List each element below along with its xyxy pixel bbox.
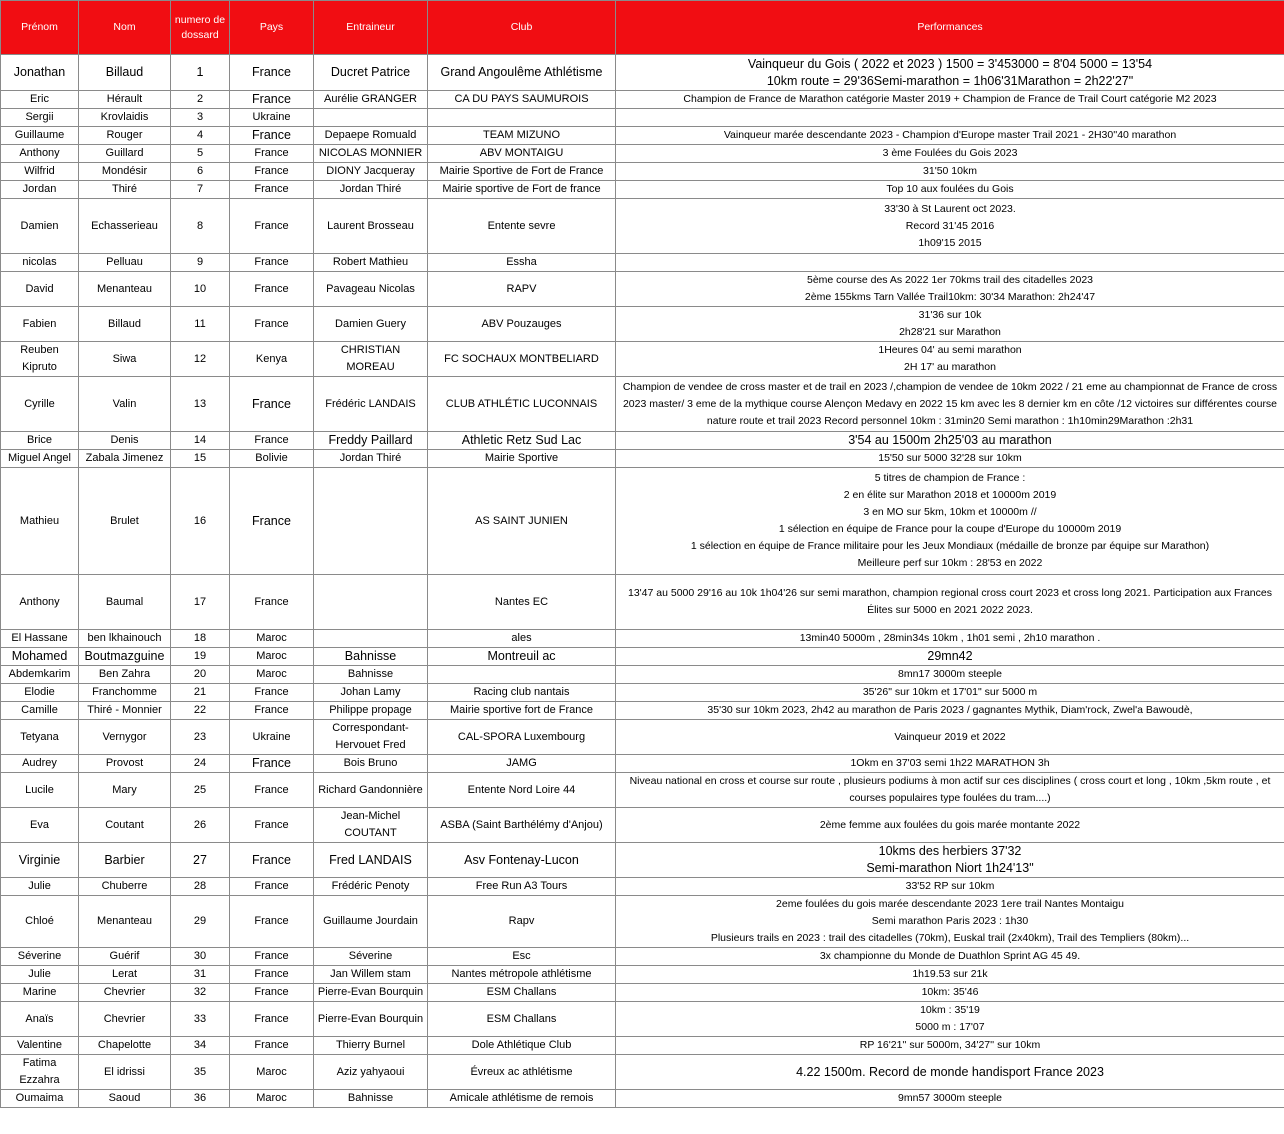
cell-performances: Vainqueur du Gois ( 2022 et 2023 ) 1500 = 3'453000 = 8'04 5000 = 13'54 10km route = 29'36Semi-marathon = 1h06'31Marathon = 2h22'27" [616,55,1284,91]
cell-dossard: 11 [171,307,230,342]
cell-nom: Echasserieau [79,199,171,254]
cell-club: JAMG [428,755,616,773]
table-row [1,843,1284,878]
cell-club: Asv Fontenay-Lucon [428,843,616,878]
cell-dossard: 30 [171,948,230,966]
cell-entraineur: DIONY Jacqueray [314,163,428,181]
header-entraineur: Entraineur [314,1,428,55]
cell-club: ESM Challans [428,1002,616,1037]
cell-prenom: Jordan [1,181,79,199]
cell-club: Mairie Sportive de Fort de France [428,163,616,181]
cell-nom: Thiré - Monnier [79,702,171,720]
table-row [1,163,1284,181]
cell-club: Mairie sportive fort de France [428,702,616,720]
cell-dossard: 13 [171,377,230,432]
cell-pays: France [230,773,314,808]
cell-prenom: Fabien [1,307,79,342]
cell-performances: 13min40 5000m , 28min34s 10km , 1h01 semi , 2h10 marathon . [616,630,1284,648]
cell-prenom: Virginie [1,843,79,878]
cell-pays: France [230,1037,314,1055]
table-row [1,666,1284,684]
cell-dossard: 34 [171,1037,230,1055]
cell-entraineur: NICOLAS MONNIER [314,145,428,163]
cell-performances [616,109,1284,127]
table-row [1,808,1284,843]
cell-prenom: Anthony [1,145,79,163]
cell-pays: France [230,307,314,342]
table-row [1,896,1284,948]
header-performances: Performances [616,1,1284,55]
cell-nom: Menanteau [79,272,171,307]
cell-pays: France [230,181,314,199]
table-row [1,91,1284,109]
cell-performances: 3 ème Foulées du Gois 2023 [616,145,1284,163]
cell-nom: Saoud [79,1090,171,1108]
cell-performances: 35'26" sur 10km et 17'01" sur 5000 m [616,684,1284,702]
cell-club: Nantes EC [428,575,616,630]
cell-nom: ben lkhainouch [79,630,171,648]
cell-prenom: Cyrille [1,377,79,432]
cell-prenom: Sergii [1,109,79,127]
cell-performances: 9mn57 3000m steeple [616,1090,1284,1108]
cell-prenom: Julie [1,878,79,896]
cell-entraineur: Aziz yahyaoui [314,1055,428,1090]
table-row [1,755,1284,773]
cell-dossard: 17 [171,575,230,630]
cell-dossard: 12 [171,342,230,377]
table-row [1,702,1284,720]
cell-pays: France [230,575,314,630]
cell-pays: Maroc [230,666,314,684]
cell-performances: 1h19.53 sur 21k [616,966,1284,984]
cell-club: ales [428,630,616,648]
cell-pays: France [230,55,314,91]
cell-prenom: Fatima Ezzahra [1,1055,79,1090]
cell-dossard: 23 [171,720,230,755]
cell-nom: Denis [79,432,171,450]
cell-performances: 10kms des herbiers 37'32 Semi-marathon Niort 1h24'13" [616,843,1284,878]
table-row [1,773,1284,808]
table-row [1,468,1284,575]
header-pays: Pays [230,1,314,55]
cell-pays: France [230,948,314,966]
cell-performances: 5 titres de champion de France : 2 en élite sur Marathon 2018 et 10000m 2019 3 en MO sur 5km, 10km et 10000m // 1 sélection en équipe de France pour la coupe d'Europe du 10000m 2019 1 sélection en équipe de France militaire pour les Jeux Mondiaux (médaille de bronze par équipe sur Marathon) Meilleure perf sur 10km : 28'53 en 2022 [616,468,1284,575]
cell-entraineur: CHRISTIAN MOREAU [314,342,428,377]
cell-prenom: Abdemkarim [1,666,79,684]
cell-prenom: El Hassane [1,630,79,648]
cell-prenom: Chloé [1,896,79,948]
cell-performances: 1Okm en 37'03 semi 1h22 MARATHON 3h [616,755,1284,773]
cell-pays: Maroc [230,648,314,666]
cell-dossard: 2 [171,91,230,109]
cell-prenom: Brice [1,432,79,450]
table-row [1,55,1284,91]
cell-dossard: 27 [171,843,230,878]
cell-club: Racing club nantais [428,684,616,702]
cell-nom: Ben Zahra [79,666,171,684]
cell-entraineur: Frédéric Penoty [314,878,428,896]
cell-dossard: 19 [171,648,230,666]
cell-entraineur: Pierre-Evan Bourquin [314,984,428,1002]
cell-pays: France [230,984,314,1002]
cell-dossard: 4 [171,127,230,145]
cell-prenom: Audrey [1,755,79,773]
cell-entraineur: Philippe propage [314,702,428,720]
cell-performances: 33'30 à St Laurent oct 2023. Record 31'45 2016 1h09'15 2015 [616,199,1284,254]
cell-pays: France [230,755,314,773]
cell-entraineur: Aurélie GRANGER [314,91,428,109]
cell-performances: Vainqueur marée descendante 2023 - Champion d'Europe master Trail 2021 - 2H30''40 marathon [616,127,1284,145]
cell-entraineur: Jan Willem stam [314,966,428,984]
cell-prenom: Guillaume [1,127,79,145]
cell-performances: Champion de France de Marathon catégorie Master 2019 + Champion de France de Trail Court catégorie M2 2023 [616,91,1284,109]
cell-entraineur: Fred LANDAIS [314,843,428,878]
cell-entraineur: Guillaume Jourdain [314,896,428,948]
cell-performances: Vainqueur 2019 et 2022 [616,720,1284,755]
cell-entraineur [314,468,428,575]
cell-dossard: 9 [171,254,230,272]
table-row [1,450,1284,468]
cell-nom: Krovlaidis [79,109,171,127]
cell-entraineur: Laurent Brosseau [314,199,428,254]
cell-club [428,666,616,684]
cell-club: ESM Challans [428,984,616,1002]
cell-dossard: 16 [171,468,230,575]
cell-dossard: 3 [171,109,230,127]
cell-entraineur [314,109,428,127]
cell-performances: 29mn42 [616,648,1284,666]
cell-entraineur: Séverine [314,948,428,966]
cell-dossard: 18 [171,630,230,648]
cell-prenom: Eva [1,808,79,843]
cell-entraineur: Frédéric LANDAIS [314,377,428,432]
cell-prenom: Wilfrid [1,163,79,181]
cell-pays: France [230,702,314,720]
cell-nom: Billaud [79,307,171,342]
cell-prenom: Lucile [1,773,79,808]
cell-prenom: Julie [1,966,79,984]
cell-dossard: 32 [171,984,230,1002]
table-row [1,432,1284,450]
cell-nom: Mondésir [79,163,171,181]
cell-dossard: 5 [171,145,230,163]
table-row [1,109,1284,127]
cell-entraineur: Freddy Paillard [314,432,428,450]
table-row [1,254,1284,272]
table-row [1,1037,1284,1055]
cell-entraineur: Bois Bruno [314,755,428,773]
cell-dossard: 1 [171,55,230,91]
cell-pays: France [230,843,314,878]
cell-entraineur: Depaepe Romuald [314,127,428,145]
cell-nom: Franchomme [79,684,171,702]
cell-performances: 8mn17 3000m steeple [616,666,1284,684]
cell-entraineur: Bahnisse [314,1090,428,1108]
cell-dossard: 22 [171,702,230,720]
cell-club: Entente sevre [428,199,616,254]
cell-performances: 2eme foulées du gois marée descendante 2023 1ere trail Nantes Montaigu Semi marathon Paris 2023 : 1h30 Plusieurs trails en 2023 : trail des citadelles (70km), Euskal trail (2x40km), Trail des Templiers (80km)... [616,896,1284,948]
cell-performances: 10km: 35'46 [616,984,1284,1002]
cell-nom: Brulet [79,468,171,575]
cell-performances: 13'47 au 5000 29'16 au 10k 1h04'26 sur semi marathon, champion regional cross court 2023 et cross long 2021. Participation aux Frances Élites sur 5000 en 2021 2022 2023. [616,575,1284,630]
cell-nom: Zabala Jimenez [79,450,171,468]
cell-prenom: Mathieu [1,468,79,575]
cell-club: RAPV [428,272,616,307]
cell-prenom: Camille [1,702,79,720]
cell-prenom: Séverine [1,948,79,966]
cell-dossard: 10 [171,272,230,307]
cell-club: Athletic Retz Sud Lac [428,432,616,450]
cell-pays: Maroc [230,1055,314,1090]
table-row [1,720,1284,755]
cell-prenom: Eric [1,91,79,109]
cell-entraineur: Correspondant- Hervouet Fred [314,720,428,755]
cell-prenom: Reuben Kipruto [1,342,79,377]
cell-club: AS SAINT JUNIEN [428,468,616,575]
cell-performances: 3'54 au 1500m 2h25'03 au marathon [616,432,1284,450]
cell-performances: Champion de vendee de cross master et de trail en 2023 /,champion de vendee de 10km 2022 / 21 eme au championnat de France de cross 2023 master/ 3 eme de la mythique course Alençon Medavy en 2022 15 km avec les 8 dernier km en côte /12 victoires sur différentes course nature route et trail 2023 Record personnel 10km : 31min20 Semi marathon : 1h10min29Marathon :2h31 [616,377,1284,432]
cell-club: TEAM MIZUNO [428,127,616,145]
cell-pays: France [230,377,314,432]
cell-club: ABV MONTAIGU [428,145,616,163]
cell-club: Mairie sportive de Fort de france [428,181,616,199]
cell-entraineur: Jean-Michel COUTANT [314,808,428,843]
cell-prenom: Damien [1,199,79,254]
cell-club: Rapv [428,896,616,948]
header-nom: Nom [79,1,171,55]
table-row [1,181,1284,199]
cell-club: Mairie Sportive [428,450,616,468]
cell-pays: France [230,468,314,575]
cell-performances: 35'30 sur 10km 2023, 2h42 au marathon de Paris 2023 / gagnantes Mythik, Diam'rock, Zwel'a Bawoudè, [616,702,1284,720]
header-dossard: numero de dossard [171,1,230,55]
cell-nom: Chapelotte [79,1037,171,1055]
cell-prenom: Jonathan [1,55,79,91]
header-club: Club [428,1,616,55]
cell-prenom: David [1,272,79,307]
cell-nom: Mary [79,773,171,808]
cell-entraineur: Jordan Thiré [314,181,428,199]
cell-club: FC SOCHAUX MONTBELIARD [428,342,616,377]
cell-performances: 5ème course des As 2022 1er 70kms trail des citadelles 2023 2ème 155kms Tarn Vallée Trail10km: 30'34 Marathon: 2h24'47 [616,272,1284,307]
cell-performances [616,254,1284,272]
cell-nom: Hérault [79,91,171,109]
table-row [1,342,1284,377]
cell-performances: 15'50 sur 5000 32'28 sur 10km [616,450,1284,468]
cell-dossard: 24 [171,755,230,773]
cell-dossard: 14 [171,432,230,450]
cell-club: Évreux ac athlétisme [428,1055,616,1090]
cell-entraineur: Jordan Thiré [314,450,428,468]
cell-nom: Siwa [79,342,171,377]
cell-pays: Bolivie [230,450,314,468]
cell-club: CAL-SPORA Luxembourg [428,720,616,755]
cell-club: CA DU PAYS SAUMUROIS [428,91,616,109]
cell-entraineur [314,630,428,648]
cell-dossard: 25 [171,773,230,808]
cell-dossard: 33 [171,1002,230,1037]
cell-nom: Coutant [79,808,171,843]
cell-entraineur: Bahnisse [314,648,428,666]
table-row [1,948,1284,966]
cell-club: Esc [428,948,616,966]
table-row [1,966,1284,984]
cell-entraineur: Richard Gandonnière [314,773,428,808]
cell-prenom: Mohamed [1,648,79,666]
cell-dossard: 35 [171,1055,230,1090]
cell-performances: 31'36 sur 10k 2h28'21 sur Marathon [616,307,1284,342]
cell-nom: Pelluau [79,254,171,272]
cell-nom: Vernygor [79,720,171,755]
cell-entraineur [314,575,428,630]
cell-performances: 31'50 10km [616,163,1284,181]
cell-performances: 10km : 35'19 5000 m : 17'07 [616,1002,1284,1037]
cell-pays: France [230,163,314,181]
cell-prenom: Oumaima [1,1090,79,1108]
cell-club: Free Run A3 Tours [428,878,616,896]
cell-entraineur: Damien Guery [314,307,428,342]
cell-pays: France [230,966,314,984]
cell-club: Entente Nord Loire 44 [428,773,616,808]
cell-pays: France [230,432,314,450]
cell-nom: Barbier [79,843,171,878]
cell-dossard: 6 [171,163,230,181]
cell-club [428,109,616,127]
cell-entraineur: Ducret Patrice [314,55,428,91]
cell-nom: Lerat [79,966,171,984]
cell-dossard: 15 [171,450,230,468]
cell-performances: RP 16'21'' sur 5000m, 34'27'' sur 10km [616,1037,1284,1055]
cell-pays: Kenya [230,342,314,377]
cell-nom: Chevrier [79,1002,171,1037]
cell-pays: France [230,878,314,896]
cell-nom: Provost [79,755,171,773]
cell-nom: Thiré [79,181,171,199]
cell-club: Essha [428,254,616,272]
table-row [1,272,1284,307]
table-row [1,648,1284,666]
cell-dossard: 7 [171,181,230,199]
cell-prenom: Elodie [1,684,79,702]
cell-dossard: 28 [171,878,230,896]
cell-prenom: Tetyana [1,720,79,755]
table-row [1,984,1284,1002]
cell-club: ABV Pouzauges [428,307,616,342]
cell-nom: Boutmazguine [79,648,171,666]
cell-nom: Baumal [79,575,171,630]
cell-nom: Chevrier [79,984,171,1002]
cell-entraineur: Bahnisse [314,666,428,684]
cell-prenom: Anaïs [1,1002,79,1037]
cell-performances: Niveau national en cross et course sur route , plusieurs podiums à mon actif sur ces disciplines ( cross court et long , 10km ,5km route , et courses populaires type foulées du tram....) [616,773,1284,808]
cell-nom: Guillard [79,145,171,163]
cell-nom: Billaud [79,55,171,91]
cell-entraineur: Robert Mathieu [314,254,428,272]
cell-performances: 1Heures 04' au semi marathon 2H 17' au marathon [616,342,1284,377]
cell-performances: Top 10 aux foulées du Gois [616,181,1284,199]
header-prenom: Prénom [1,1,79,55]
cell-dossard: 29 [171,896,230,948]
cell-pays: France [230,684,314,702]
cell-pays: Ukraine [230,109,314,127]
cell-pays: France [230,1002,314,1037]
cell-prenom: Anthony [1,575,79,630]
table-row [1,1090,1284,1108]
table-row [1,1055,1284,1090]
cell-pays: Maroc [230,1090,314,1108]
cell-performances: 33'52 RP sur 10km [616,878,1284,896]
cell-pays: France [230,127,314,145]
cell-nom: Menanteau [79,896,171,948]
cell-dossard: 31 [171,966,230,984]
table-row [1,684,1284,702]
table-row [1,630,1284,648]
cell-entraineur: Thierry Burnel [314,1037,428,1055]
cell-prenom: Miguel Angel [1,450,79,468]
cell-nom: El idrissi [79,1055,171,1090]
cell-club: CLUB ATHLÉTIC LUCONNAIS [428,377,616,432]
table-row [1,307,1284,342]
cell-club: Nantes métropole athlétisme [428,966,616,984]
table-row [1,377,1284,432]
cell-pays: France [230,808,314,843]
cell-dossard: 26 [171,808,230,843]
cell-entraineur: Pierre-Evan Bourquin [314,1002,428,1037]
cell-pays: Maroc [230,630,314,648]
table-row [1,127,1284,145]
header-row [1,1,1284,55]
cell-nom: Valin [79,377,171,432]
cell-prenom: nicolas [1,254,79,272]
cell-nom: Rouger [79,127,171,145]
cell-pays: France [230,199,314,254]
cell-club: ASBA (Saint Barthélémy d'Anjou) [428,808,616,843]
cell-pays: France [230,896,314,948]
cell-dossard: 20 [171,666,230,684]
table-row [1,1002,1284,1037]
cell-pays: France [230,91,314,109]
table-row [1,145,1284,163]
table-row [1,878,1284,896]
cell-pays: France [230,145,314,163]
cell-performances: 2ème femme aux foulées du gois marée montante 2022 [616,808,1284,843]
cell-dossard: 21 [171,684,230,702]
cell-pays: France [230,272,314,307]
cell-entraineur: Pavageau Nicolas [314,272,428,307]
cell-entraineur: Johan Lamy [314,684,428,702]
cell-club: Dole Athlétique Club [428,1037,616,1055]
cell-club: Grand Angoulême Athlétisme [428,55,616,91]
cell-performances: 4.22 1500m. Record de monde handisport France 2023 [616,1055,1284,1090]
cell-prenom: Valentine [1,1037,79,1055]
cell-pays: Ukraine [230,720,314,755]
cell-nom: Guérif [79,948,171,966]
cell-prenom: Marine [1,984,79,1002]
cell-dossard: 36 [171,1090,230,1108]
cell-nom: Chuberre [79,878,171,896]
cell-pays: France [230,254,314,272]
table-row [1,199,1284,254]
cell-dossard: 8 [171,199,230,254]
table-row [1,575,1284,630]
cell-club: Montreuil ac [428,648,616,666]
cell-performances: 3x championne du Monde de Duathlon Sprint AG 45 49. [616,948,1284,966]
cell-club: Amicale athlétisme de remois [428,1090,616,1108]
